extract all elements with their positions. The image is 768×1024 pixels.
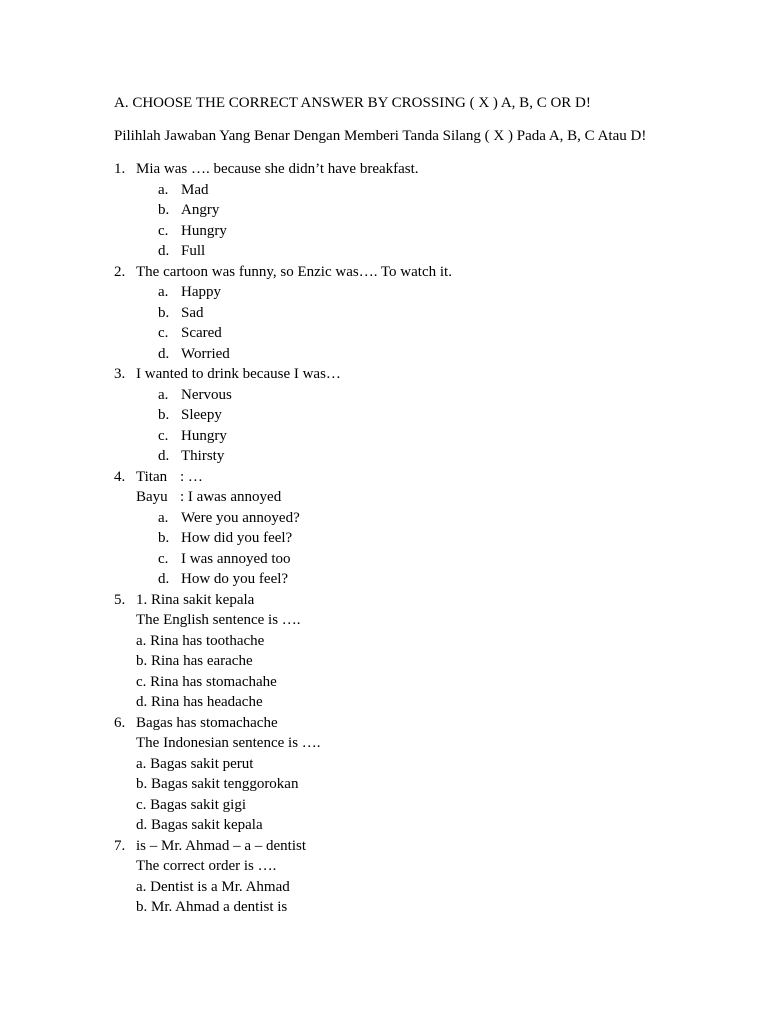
option-text: Sad [181, 304, 204, 321]
option-letter: a. [158, 284, 169, 300]
option-text: d. Bagas sakit kepala [136, 817, 263, 833]
answer-option[interactable] [0, 303, 768, 324]
question-prompt [0, 856, 768, 877]
question-number: 2. [114, 263, 126, 280]
option-letter: b. [158, 407, 170, 423]
answer-option[interactable] [0, 241, 768, 262]
option-letter: c. [158, 325, 169, 341]
dialog-line [0, 487, 768, 508]
answer-option[interactable] [0, 528, 768, 549]
question-6 [0, 713, 768, 836]
option-text: a. Bagas sakit perut [136, 755, 254, 772]
answer-option[interactable] [0, 672, 768, 693]
answer-option[interactable] [0, 569, 768, 590]
answer-option[interactable] [0, 282, 768, 303]
option-letter: c. [158, 222, 169, 239]
answer-option[interactable] [0, 446, 768, 467]
option-text: a. Dentist is a Mr. Ahmad [136, 878, 290, 895]
answer-option[interactable] [0, 344, 768, 365]
question-stem [0, 836, 768, 857]
question-stem [0, 159, 768, 180]
question-1 [0, 159, 768, 262]
option-letter: a. [158, 181, 169, 198]
option-text: How do you feel? [181, 571, 289, 587]
option-text: Happy [181, 284, 221, 300]
option-letter: a. [158, 509, 169, 526]
option-text: Scared [181, 325, 222, 341]
answer-option[interactable] [0, 692, 768, 713]
option-text: Sleepy [181, 407, 222, 423]
option-text: Were you annoyed? [181, 509, 300, 526]
option-text: Thirsty [181, 448, 225, 464]
question-list [0, 159, 768, 918]
question-number: 4. [114, 468, 126, 485]
question-7 [0, 836, 768, 918]
option-text: Hungry [181, 222, 227, 239]
option-letter: c. [158, 550, 169, 567]
answer-option[interactable] [0, 180, 768, 201]
dialog-speaker: Titan [136, 468, 168, 485]
answer-option[interactable] [0, 877, 768, 898]
answer-option[interactable] [0, 815, 768, 836]
dialog-utterance: : I awas annoyed [180, 489, 282, 505]
question-stem [0, 262, 768, 283]
answer-option[interactable] [0, 426, 768, 447]
option-letter: d. [158, 571, 170, 587]
option-letter: d. [158, 448, 170, 464]
question-prompt [0, 733, 768, 754]
answer-option[interactable] [0, 897, 768, 918]
option-letter: d. [158, 345, 170, 362]
answer-option[interactable] [0, 631, 768, 652]
option-text: Worried [181, 345, 230, 362]
question-4 [0, 467, 768, 590]
answer-option[interactable] [0, 795, 768, 816]
instruction-indonesian: Pilihlah Jawaban Yang Benar Dengan Memberi Tanda Silang ( X ) Pada A, B, C Atau D! [114, 128, 647, 144]
option-text: Mad [181, 181, 209, 198]
question-number: 3. [114, 366, 126, 382]
option-text: Full [181, 243, 206, 259]
option-text: a. Rina has toothache [136, 632, 265, 649]
question-text: 1. Rina sakit kepala [136, 591, 255, 608]
answer-option[interactable] [0, 508, 768, 529]
option-letter: b. [158, 304, 170, 321]
question-2 [0, 262, 768, 365]
question-3 [0, 364, 768, 467]
question-stem [0, 590, 768, 611]
question-text: is – Mr. Ahmad – a – dentist [136, 837, 306, 854]
option-text: Hungry [181, 427, 227, 444]
option-text: Nervous [181, 386, 232, 403]
question-prompt-text: The English sentence is …. [136, 612, 301, 628]
question-prompt-text: The correct order is …. [136, 858, 277, 874]
question-stem [0, 364, 768, 385]
question-number: 1. [114, 161, 126, 177]
question-number: 7. [114, 837, 126, 854]
answer-option[interactable] [0, 385, 768, 406]
question-prompt [0, 610, 768, 631]
option-text: b. Bagas sakit tenggorokan [136, 776, 299, 792]
answer-option[interactable] [0, 754, 768, 775]
question-prompt-text: The Indonesian sentence is …. [136, 735, 321, 751]
question-number: 6. [114, 714, 126, 731]
option-text: d. Rina has headache [136, 694, 263, 710]
option-text: b. Rina has earache [136, 653, 253, 669]
option-letter: b. [158, 202, 170, 218]
dialog-utterance: : … [180, 468, 203, 485]
question-5 [0, 590, 768, 713]
answer-option[interactable] [0, 549, 768, 570]
answer-option[interactable] [0, 405, 768, 426]
option-letter: c. [158, 427, 169, 444]
question-text: The cartoon was funny, so Enzic was…. To watch it. [136, 263, 452, 280]
instruction-english: A. CHOOSE THE CORRECT ANSWER BY CROSSING ( X ) A, B, C OR D! [114, 95, 591, 111]
answer-option[interactable] [0, 651, 768, 672]
option-letter: d. [158, 243, 170, 259]
option-text: Angry [181, 202, 220, 218]
option-text: I was annoyed too [181, 550, 291, 567]
answer-option[interactable] [0, 774, 768, 795]
option-letter: b. [158, 530, 170, 546]
answer-option[interactable] [0, 200, 768, 221]
dialog-speaker: Bayu [136, 489, 168, 505]
option-text: c. Rina has stomachahe [136, 673, 277, 690]
answer-option[interactable] [0, 323, 768, 344]
answer-option[interactable] [0, 221, 768, 242]
question-stem [0, 713, 768, 734]
option-letter: a. [158, 386, 169, 403]
question-text: I wanted to drink because I was… [136, 366, 341, 382]
question-text: Mia was …. because she didn’t have breakfast. [136, 161, 419, 177]
option-text: b. Mr. Ahmad a dentist is [136, 899, 288, 915]
question-text: Bagas has stomachache [136, 714, 278, 731]
option-text: c. Bagas sakit gigi [136, 796, 246, 813]
option-text: How did you feel? [181, 530, 293, 546]
question-number: 5. [114, 591, 126, 608]
dialog-line [0, 467, 768, 488]
